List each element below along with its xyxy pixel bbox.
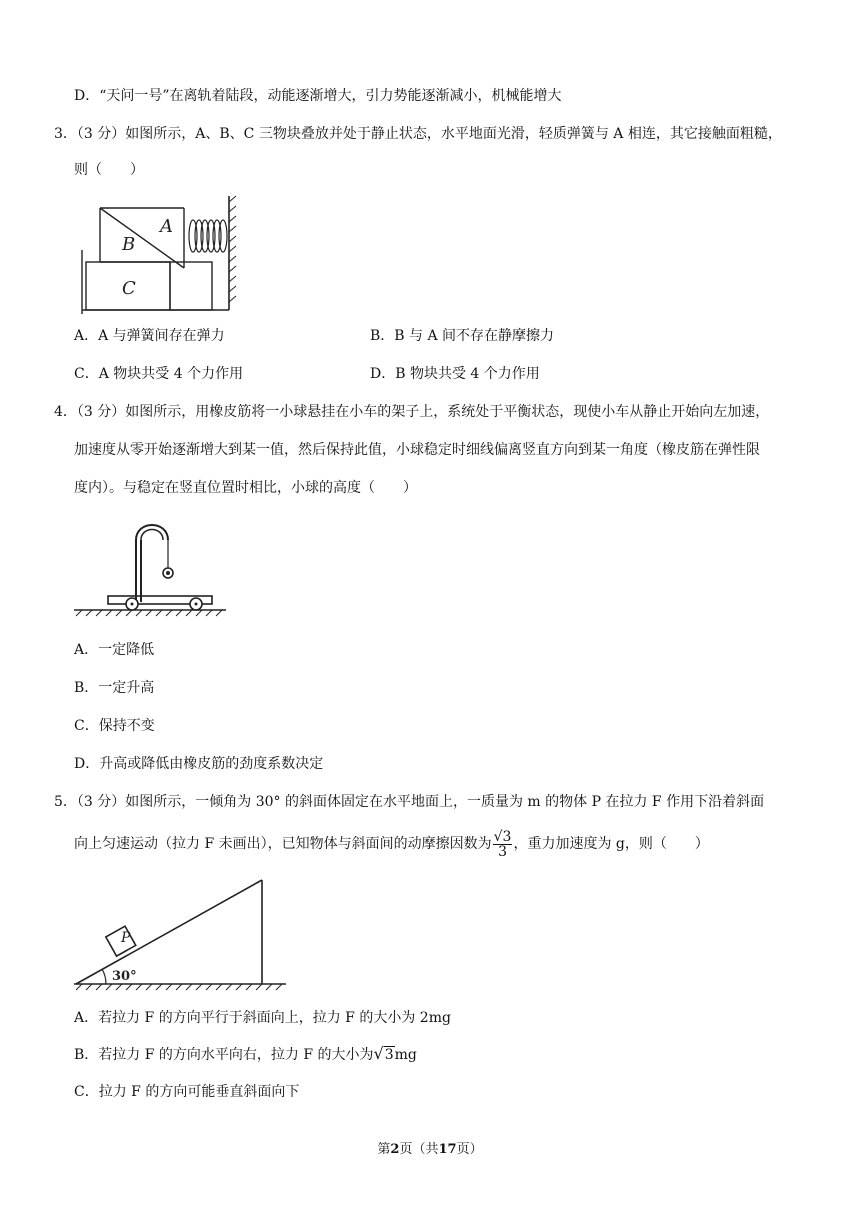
q3-option-c: C．A 物块共受 4 个力作用 — [74, 366, 244, 382]
q5-stem-line2-post: ，重力加速度为 g，则（ ） — [513, 836, 709, 852]
q5-stem-line2 — [74, 826, 709, 862]
q4-stem-line1: 4．（3 分）如图所示，用橡皮筋将一小球悬挂在小车的架子上，系统处于平衡状态，现使小车从静止开始向左加速， — [54, 404, 770, 420]
q3-label-c: C — [122, 278, 136, 299]
q3-label-b: B — [122, 234, 136, 255]
q4-option-c: C．保持不变 — [74, 718, 155, 734]
q3-option-a: A．A 与弹簧间存在弹力 — [74, 328, 225, 344]
q3-figure — [72, 192, 242, 314]
q4-stem-line3: 度内）。与稳定在竖直位置时相比，小球的高度（ ） — [74, 480, 417, 496]
q4-option-b: B．一定升高 — [74, 680, 155, 696]
q5-option-b-post: mg — [394, 1047, 417, 1063]
q5-label-angle: 30° — [112, 969, 137, 984]
q4-figure — [70, 512, 230, 624]
q5-option-b-sqrt-value: 3 — [384, 1047, 394, 1063]
footer-total-pages: 17 — [438, 1142, 457, 1157]
q5-fraction-numerator: √3 — [493, 828, 512, 845]
q2-option-d: D．“天问一号”在离轨着陆段，动能逐渐增大，引力势能逐渐减小，机械能增大 — [74, 88, 562, 104]
q5-friction-fraction — [493, 830, 513, 859]
q5-figure — [70, 872, 290, 996]
q3-stem-line1: 3．（3 分）如图所示，A、B、C 三物块叠放并处于静止状态，水平地面光滑，轻质弹簧与 A 相连，其它接触面粗糙， — [54, 126, 782, 142]
q5-option-b-sqrt: √3 — [373, 1044, 394, 1063]
q3-label-a: A — [160, 216, 173, 237]
q5-stem-line1: 5．（3 分）如图所示，一倾角为 30° 的斜面体固定在水平地面上，一质量为 m 的物体 P 在拉力 F 作用下沿着斜面 — [54, 794, 765, 810]
q4-stem-line2: 加速度从零开始逐渐增大到某一值，然后保持此值，小球稳定时细线偏离竖直方向到某一角度（橡皮筋在弹性限 — [74, 442, 760, 458]
q5-option-b — [74, 1042, 417, 1067]
q5-option-c: C．拉力 F 的方向可能垂直斜面向下 — [74, 1084, 300, 1100]
q5-option-a: A．若拉力 F 的方向平行于斜面向上，拉力 F 的大小为 2mg — [74, 1010, 451, 1026]
q3-option-d: D．B 物块共受 4 个力作用 — [370, 366, 540, 382]
footer-pre: 第 — [377, 1142, 391, 1157]
q3-option-b: B．B 与 A 间不存在静摩擦力 — [370, 328, 555, 344]
q4-option-d: D．升高或降低由橡皮筋的劲度系数决定 — [74, 756, 324, 772]
q5-label-p: P — [121, 930, 131, 946]
footer-mid: 页（共 — [399, 1142, 439, 1157]
q5-stem-line2-pre: 向上匀速运动（拉力 F 未画出），已知物体与斜面间的动摩擦因数为 — [74, 836, 492, 852]
q4-option-a: A．一定降低 — [74, 642, 155, 658]
q5-fraction-denominator: 3 — [498, 843, 507, 860]
page-footer — [0, 1138, 860, 1157]
q3-stem-line2: 则（ ） — [74, 162, 144, 178]
footer-post: 页） — [456, 1142, 483, 1157]
footer-page-number: 2 — [390, 1142, 400, 1157]
q5-option-b-pre: B．若拉力 F 的方向水平向右，拉力 F 的大小为 — [74, 1047, 374, 1063]
